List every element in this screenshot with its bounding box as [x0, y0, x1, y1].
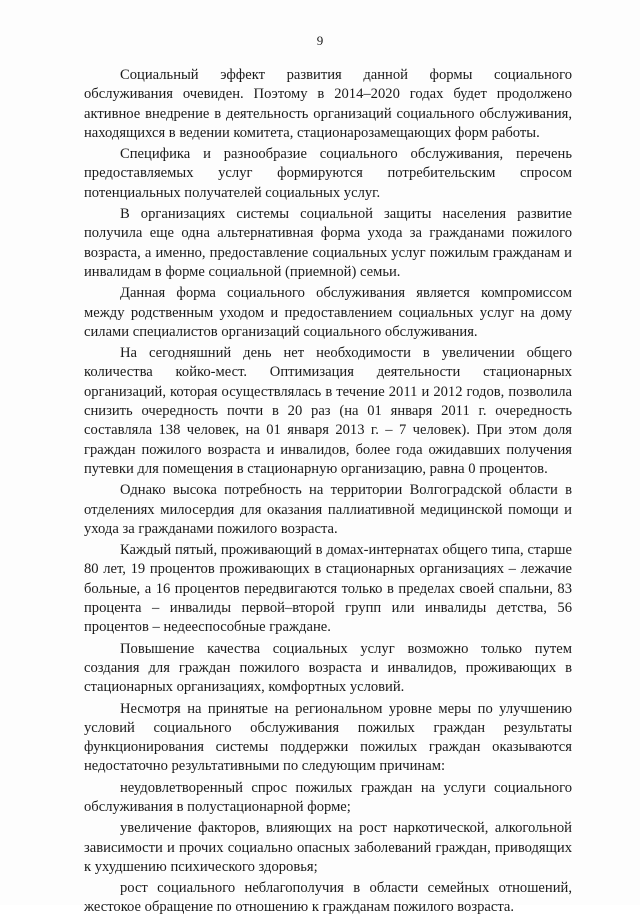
paragraph-bed-capacity: На сегодняшний день нет необходимости в увеличении общего количества койко-мест. Оптимизация деятельности стационарных организаций, которая осуществлялась в течение 2011 и 2012 годов, позволила снизить очередность почти в 20 раз (на 01 января 2011 г. очередность составляла 138 человек, на 01 января 2013 г. – 7 человек). При этом доля граждан пожилого возраста и инвалидов, более года ожидавших получения путевки для помещения в стационарную организацию, равна 0 процентов.: [84, 345, 572, 477]
paragraph-reason-family-issues: рост социального неблагополучия в области семейных отношений, жестокое обращение по отношению к гражданам пожилого возраста.: [84, 880, 572, 916]
page-number: 9: [316, 33, 324, 48]
paragraph-compromise: Данная форма социального обслуживания является компромиссом между родственным уходом и предоставлением социальных услуг на дому силами специалистов организаций социального обслуживания.: [84, 285, 572, 340]
document-body: [84, 66, 572, 920]
paragraph-reason-dependence: увеличение факторов, влияющих на рост наркотической, алкогольной зависимости и прочих социально опасных заболеваний граждан, приводящих к ухудшению психического здоровья;: [84, 820, 572, 875]
paragraph-quality-improvement: Повышение качества социальных услуг возможно только путем создания для граждан пожилого возраста и инвалидов, проживающих в стационарных организациях, комфортных условий.: [84, 640, 572, 696]
paragraph-foster-family: В организациях системы социальной защиты населения развитие получила еще одна альтернативная форма ухода за гражданами пожилого возраста, а именно, предоставление социальных услуг пожилым гражданам и инвалидам в форме социальной (приемной) семьи.: [84, 206, 572, 280]
paragraph-reasons-intro: Несмотря на принятые на региональном уровне меры по улучшению условий социального обслуживания пожилых граждан результаты функционирования системы поддержки пожилых граждан оказываются недостаточно результативными по следующим причинам:: [84, 700, 572, 775]
paragraph-residents-statistics: Каждый пятый, проживающий в домах-интернатах общего типа, старше 80 лет, 19 процентов проживающих в стационарных организациях – лежачие больные, а 16 процентов передвигаются только в пределах своей спальни, 83 процента – инвалиды первой–второй групп или инвалиды детства, 56 процентов – недееспособные граждане.: [84, 542, 572, 636]
paragraph-social-effect: Социальный эффект развития данной формы социального обслуживания очевиден. Поэтому в 2014–2020 годах будет продолжено активное внедрение в деятельность организаций социального обслуживания, находящихся в ведении комитета, стационарозамещающих форм работы.: [84, 67, 572, 141]
paragraph-palliative-need: Однако высока потребность на территории Волгоградской области в отделениях милосердия для оказания паллиативной медицинской помощи и ухода за гражданами пожилого возраста.: [84, 482, 572, 537]
paragraph-reason-unmet-demand: неудовлетворенный спрос пожилых граждан на услуги социального обслуживания в полустационарной форме;: [84, 779, 572, 815]
paragraph-specifics: Специфика и разнообразие социального обслуживания, перечень предоставляемых услуг формируются потребительским спросом потенциальных получателей социальных услуг.: [84, 146, 572, 201]
